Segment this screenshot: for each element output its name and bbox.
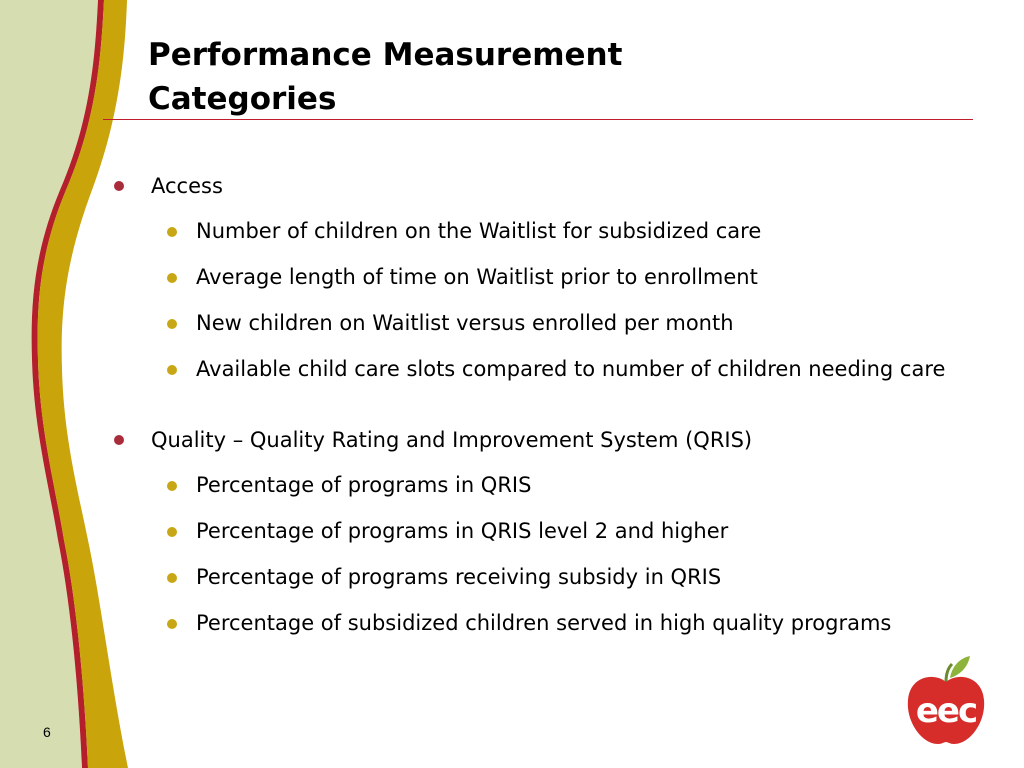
bullet-dot-level1 xyxy=(114,181,124,191)
bullet-dot-level2 xyxy=(167,619,177,629)
bullet-dot-level2 xyxy=(167,365,177,375)
title-line-2: Categories xyxy=(148,81,337,117)
sub-bullet: Available child care slots compared to number of children needing care xyxy=(196,357,946,381)
bullet-dot-level2 xyxy=(167,527,177,537)
leaf xyxy=(950,656,970,678)
page-number: 6 xyxy=(43,724,51,740)
sub-bullet: Percentage of programs in QRIS xyxy=(196,473,532,497)
bullet-dot-level2 xyxy=(167,273,177,283)
sub-bullet: New children on Waitlist versus enrolled per month xyxy=(196,311,734,335)
bullet-dot-level2 xyxy=(167,573,177,583)
sub-bullet: Percentage of programs in QRIS level 2 and higher xyxy=(196,519,729,543)
bullet-dot-level2 xyxy=(167,481,177,491)
sub-bullet: Percentage of programs receiving subsidy in QRIS xyxy=(196,565,722,589)
sub-bullet: Average length of time on Waitlist prior to enrollment xyxy=(196,265,758,289)
apple-logo-icon xyxy=(900,652,992,748)
bullet-dot-level2 xyxy=(167,227,177,237)
bullet-dot-level1 xyxy=(114,435,124,445)
title-line-1: Performance Measurement xyxy=(148,37,623,73)
sub-bullet: Number of children on the Waitlist for subsidized care xyxy=(196,219,762,243)
logo-text: eec xyxy=(915,691,977,731)
bullet-quality: Quality – Quality Rating and Improvement System (QRIS) xyxy=(151,428,753,452)
bullet-dot-level2 xyxy=(167,319,177,329)
sub-bullet: Percentage of subsidized children served in high quality programs xyxy=(196,611,892,635)
bullet-access: Access xyxy=(151,174,223,198)
